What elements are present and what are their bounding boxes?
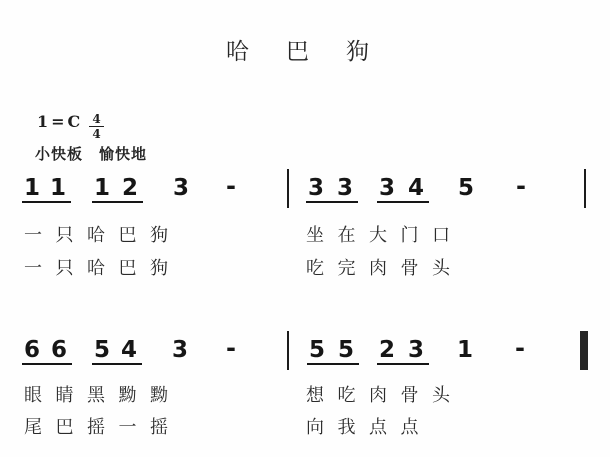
note: 1 [49,175,66,201]
lyric-line [0,413,610,437]
beamed-note-pair [307,337,359,365]
lyric-line [0,254,610,278]
final-barline [580,331,588,370]
note: 1 [94,175,111,201]
duration-dash: - [516,172,526,200]
note: 5 [94,337,111,363]
barline [287,169,289,208]
lyric-line [0,381,610,405]
lyric-text: 一只哈巴狗 [24,258,182,279]
note: 1 [457,337,474,363]
lyric-text: 向我点点 [306,417,432,438]
lyric-text: 吃完肉骨头 [306,258,464,279]
note: 2 [121,175,138,201]
note: 3 [336,175,353,201]
tempo-marking: 小快板 愉快地 [35,145,148,163]
note: 5 [458,175,475,201]
barline [287,331,289,370]
time-signature [89,113,104,140]
duration-dash: - [226,172,236,200]
key-label: 1=C [37,112,84,131]
song-title: 哈巴狗 [226,39,406,65]
lyric-text: 一只哈巴狗 [24,225,182,246]
note: 5 [309,337,326,363]
note: 4 [120,337,137,363]
beamed-note-pair [22,337,72,365]
duration-dash: - [515,334,525,362]
note: 3 [173,175,190,201]
lyric-line [0,221,610,245]
beamed-note-pair [377,337,429,365]
note: 3 [379,175,396,201]
note: 3 [172,337,189,363]
note: 4 [407,175,424,201]
beamed-note-pair [92,337,142,365]
note: 3 [407,337,424,363]
time-signature-denominator: 4 [92,127,101,141]
beamed-note-pair [306,175,358,203]
note: 1 [24,175,41,201]
note: 2 [379,337,396,363]
lyric-text: 想吃肉骨头 [306,385,464,406]
note: 5 [337,337,354,363]
lyric-text: 坐在大门口 [306,225,464,246]
beamed-note-pair [22,175,71,203]
lyric-text: 眼睛黑黝黝 [24,385,182,406]
time-signature-numerator: 4 [89,113,104,127]
note: 3 [308,175,325,201]
music-line-2 [0,334,610,372]
note: 6 [50,337,67,363]
lyric-text: 尾巴摇一摇 [24,417,182,438]
beamed-note-pair [377,175,429,203]
music-line-1 [0,172,610,210]
duration-dash: - [226,334,236,362]
barline [584,169,586,208]
key-signature [37,112,101,142]
note: 6 [24,337,41,363]
beamed-note-pair [92,175,143,203]
